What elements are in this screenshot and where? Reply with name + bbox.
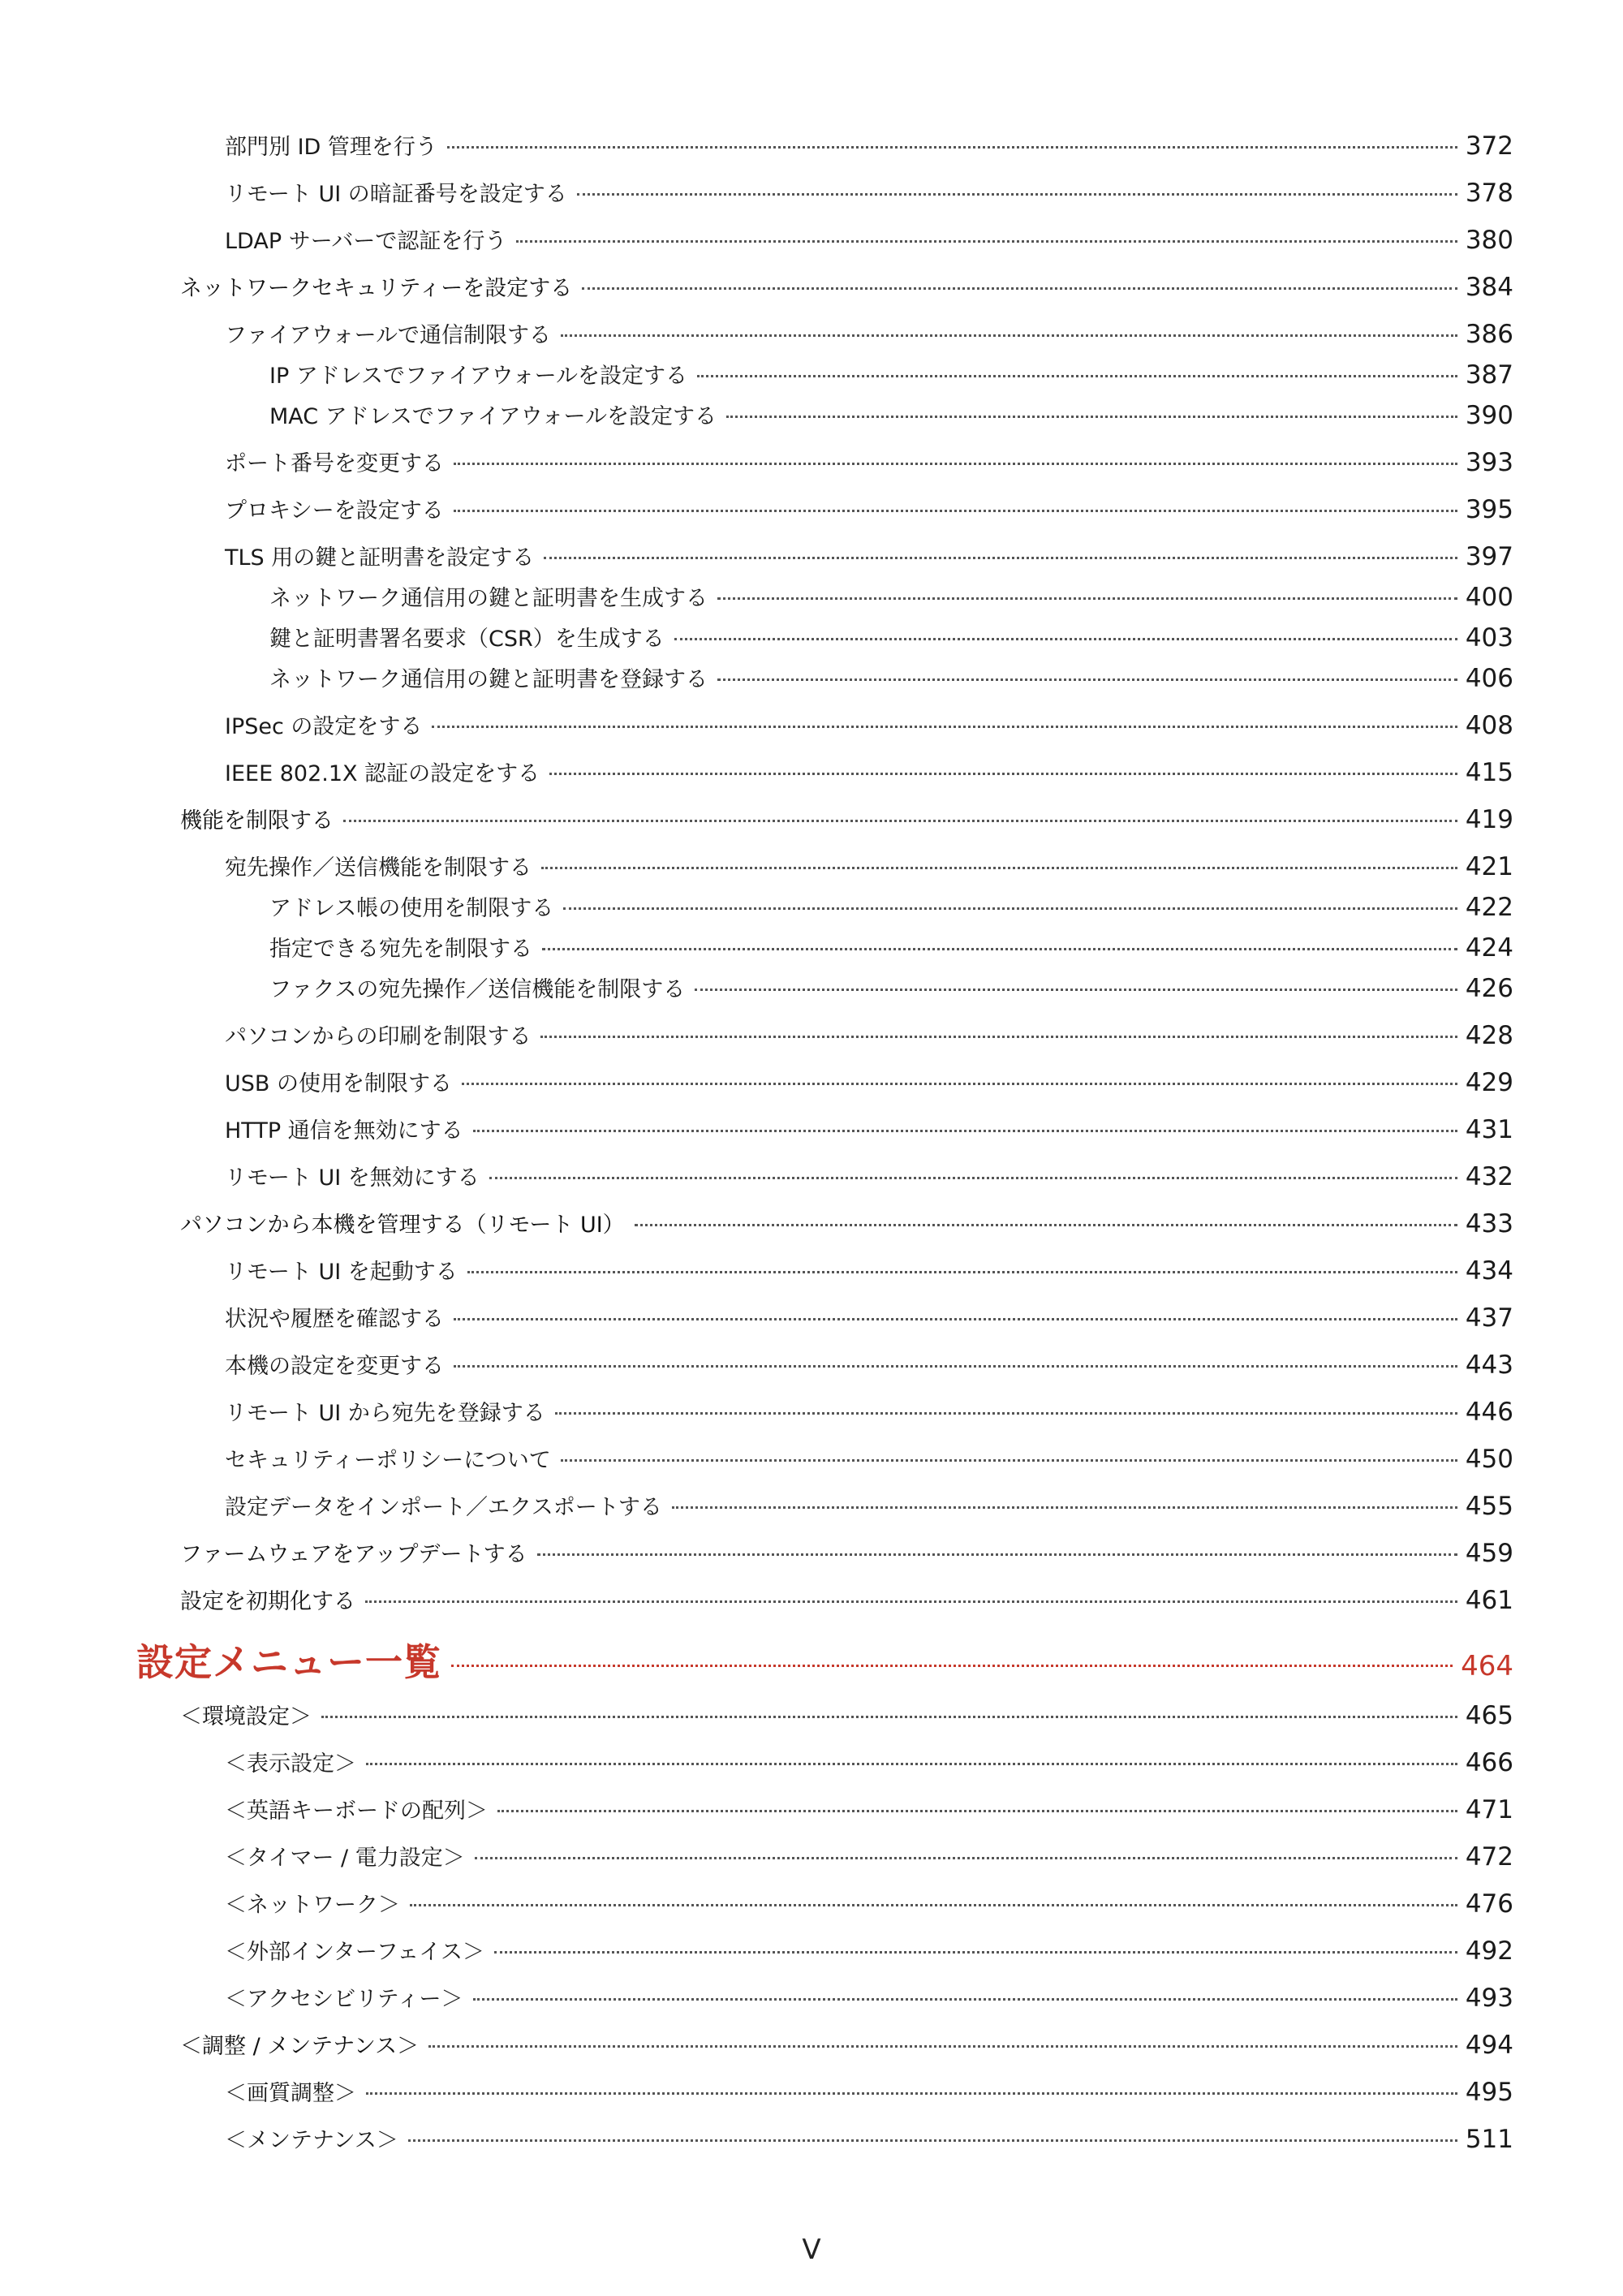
toc-entry[interactable]	[180, 271, 1513, 304]
dot-leader	[451, 1665, 1453, 1667]
toc-entry-page: 415	[1465, 758, 1513, 787]
toc-entry-page: 426	[1465, 974, 1513, 1003]
dot-leader	[408, 2139, 1457, 2142]
toc-entry-title: 設定データをインポート／エクスポートする	[225, 1495, 662, 1520]
toc-entry-page: 378	[1465, 179, 1513, 208]
toc-entry-title: LDAP サーバーで認証を行う	[225, 229, 507, 254]
toc-entry-title: 設定を初期化する	[180, 1589, 355, 1614]
toc-entry-page: 395	[1465, 495, 1513, 524]
toc-entry-title: MAC アドレスでファイアウォールを設定する	[269, 404, 717, 429]
dot-leader	[497, 1810, 1457, 1812]
toc-entry-page: 465	[1465, 1701, 1513, 1730]
toc-entry[interactable]	[269, 581, 1513, 614]
toc-entry-page: 433	[1465, 1209, 1513, 1238]
toc-entry[interactable]	[225, 1302, 1513, 1334]
toc-entry[interactable]	[225, 130, 1513, 162]
toc-entry[interactable]	[180, 803, 1513, 836]
toc-entry-title: パソコンからの印刷を制限する	[225, 1024, 532, 1049]
dot-leader	[467, 1271, 1457, 1273]
toc-entry[interactable]	[269, 662, 1513, 695]
toc-entry-title: ＜ネットワーク＞	[225, 1893, 400, 1918]
toc-entry-page: 421	[1465, 852, 1513, 881]
toc-entry[interactable]	[269, 359, 1513, 391]
toc-entry-title: ＜外部インターフェイス＞	[225, 1940, 484, 1965]
toc-entry-page: 495	[1465, 2078, 1513, 2107]
toc-entry-page: 406	[1465, 664, 1513, 693]
toc-entry[interactable]	[225, 1490, 1513, 1523]
toc-entry-page: 450	[1465, 1445, 1513, 1474]
toc-entry-page: 422	[1465, 893, 1513, 922]
dot-leader	[544, 557, 1457, 559]
toc-entry-page: 466	[1465, 1748, 1513, 1777]
toc-entry-title: リモート UI を無効にする	[225, 1165, 480, 1191]
toc-entry[interactable]	[225, 1114, 1513, 1146]
toc-entry[interactable]	[225, 224, 1513, 256]
dot-leader	[717, 597, 1457, 600]
toc-entry-title: ネットワークセキュリティーを設定する	[180, 276, 573, 301]
toc-entry-page: 461	[1465, 1586, 1513, 1615]
toc-entry-title: ＜アクセシビリティー＞	[225, 1987, 463, 2012]
toc-entry[interactable]	[269, 972, 1513, 1005]
toc-entry[interactable]	[225, 2076, 1513, 2109]
dot-leader	[582, 287, 1457, 290]
dot-leader	[697, 375, 1457, 377]
toc-entry-page: 437	[1465, 1303, 1513, 1333]
toc-chapter-entry[interactable]	[136, 1636, 1513, 1688]
toc-entry[interactable]	[225, 1019, 1513, 1052]
dot-leader	[454, 510, 1457, 512]
toc-entry[interactable]	[225, 1161, 1513, 1193]
toc-entry-page: 434	[1465, 1256, 1513, 1286]
toc-entry-title: IEEE 802.1X 認証の設定をする	[225, 761, 540, 786]
toc-entry-title: 鍵と証明書署名要求（CSR）を生成する	[269, 627, 665, 652]
toc-entry-title: ネットワーク通信用の鍵と証明書を登録する	[269, 667, 708, 692]
toc-entry-page: 471	[1465, 1795, 1513, 1824]
toc-entry[interactable]	[225, 1888, 1513, 1920]
toc-entry-page: 390	[1465, 401, 1513, 430]
toc-entry-page: 393	[1465, 448, 1513, 477]
dot-leader	[635, 1224, 1457, 1226]
toc-entry-title: ＜表示設定＞	[225, 1751, 356, 1777]
toc-entry[interactable]	[225, 541, 1513, 573]
toc-entry-title: ファイアウォールで通信制限する	[225, 323, 552, 348]
toc-entry-title: IP アドレスでファイアウォールを設定する	[269, 364, 688, 389]
toc-entry-title: ネットワーク通信用の鍵と証明書を生成する	[269, 586, 708, 611]
toc-entry[interactable]	[225, 1349, 1513, 1381]
toc-entry-page: 431	[1465, 1115, 1513, 1144]
toc-entry-title: アドレス帳の使用を制限する	[269, 896, 554, 921]
toc-entry-title: 宛先操作／送信機能を制限する	[225, 855, 532, 881]
toc-entry[interactable]	[225, 493, 1513, 526]
dot-leader	[542, 948, 1457, 950]
toc-entry-page: 384	[1465, 273, 1513, 302]
toc-entry[interactable]	[225, 1443, 1513, 1475]
toc-entry[interactable]	[225, 1794, 1513, 1826]
dot-leader	[365, 1600, 1457, 1603]
toc-entry-title: ＜メンテナンス＞	[225, 2128, 398, 2153]
toc-entry-page: 424	[1465, 933, 1513, 963]
dot-leader	[563, 907, 1457, 910]
toc-entry-page: 380	[1465, 226, 1513, 255]
dot-leader	[366, 1763, 1457, 1765]
dot-leader	[366, 2092, 1457, 2095]
dot-leader	[462, 1083, 1457, 1085]
toc-entry-title: ＜環境設定＞	[180, 1704, 312, 1730]
dot-leader	[473, 1130, 1457, 1132]
dot-leader	[428, 2045, 1457, 2048]
dot-leader	[454, 1365, 1457, 1368]
toc-entry[interactable]	[180, 1584, 1513, 1617]
toc-entry-page: 429	[1465, 1068, 1513, 1097]
toc-entry[interactable]	[225, 756, 1513, 789]
dot-leader	[475, 1857, 1457, 1859]
toc-entry-page: 408	[1465, 711, 1513, 740]
toc-entry[interactable]	[225, 1255, 1513, 1287]
toc-entry[interactable]	[225, 1396, 1513, 1428]
toc-entry-page: 428	[1465, 1021, 1513, 1050]
toc-entry[interactable]	[180, 1208, 1513, 1240]
toc-entry-page: 492	[1465, 1936, 1513, 1966]
dot-leader	[549, 773, 1457, 775]
toc-entry-title: IPSec の設定をする	[225, 714, 423, 739]
toc-entry-page: 455	[1465, 1492, 1513, 1521]
dot-leader	[726, 416, 1457, 418]
toc-entry-title: ＜調整 / メンテナンス＞	[180, 2034, 420, 2059]
toc-entry-page: 372	[1465, 131, 1513, 161]
toc-entry-page: 472	[1465, 1842, 1513, 1872]
toc-entry-title: パソコンから本機を管理する（リモート UI）	[180, 1213, 625, 1238]
toc-entry-title: 設定メニュー一覧	[136, 1640, 441, 1684]
dot-leader	[343, 820, 1457, 822]
dot-leader	[674, 638, 1457, 640]
dot-leader	[489, 1177, 1457, 1179]
toc-entry[interactable]	[269, 399, 1513, 432]
toc-entry-title: 機能を制限する	[180, 808, 334, 834]
toc-entry[interactable]	[180, 1537, 1513, 1570]
toc-entry-page: 387	[1465, 360, 1513, 390]
toc-entry[interactable]	[269, 622, 1513, 654]
toc-entry-page: 400	[1465, 583, 1513, 612]
toc-entry[interactable]	[225, 1747, 1513, 1779]
toc-entry[interactable]	[269, 932, 1513, 964]
toc-entry[interactable]	[269, 891, 1513, 924]
toc-entry-title: 本機の設定を変更する	[225, 1354, 444, 1379]
dot-leader	[577, 193, 1457, 196]
toc-entry-title: ＜画質調整＞	[225, 2081, 356, 2106]
toc-entry[interactable]	[180, 2029, 1513, 2061]
toc-entry[interactable]	[225, 709, 1513, 742]
toc-entry-title: ファクスの宛先操作／送信機能を制限する	[269, 977, 686, 1002]
dot-leader	[432, 726, 1457, 728]
toc-entry-title: ＜タイマー / 電力設定＞	[225, 1846, 465, 1871]
toc-entry-title: セキュリティーポリシーについて	[225, 1448, 551, 1473]
toc-entry-page: 511	[1465, 2125, 1513, 2154]
dot-leader	[540, 1036, 1457, 1038]
toc-entry-page: 419	[1465, 805, 1513, 834]
dot-leader	[672, 1506, 1457, 1509]
dot-leader	[695, 989, 1457, 991]
dot-leader	[541, 867, 1457, 869]
dot-leader	[516, 240, 1457, 243]
toc-entry[interactable]	[225, 318, 1513, 351]
toc-entry-page: 403	[1465, 623, 1513, 653]
toc-entry-page: 446	[1465, 1398, 1513, 1427]
toc-entry[interactable]	[225, 1066, 1513, 1099]
dot-leader	[410, 1904, 1457, 1906]
toc-entry-page: 443	[1465, 1350, 1513, 1380]
toc-entry-title: リモート UI の暗証番号を設定する	[225, 182, 567, 207]
toc-entry[interactable]	[225, 1935, 1513, 1967]
toc-entry-page: 432	[1465, 1162, 1513, 1191]
toc-entry-page: 464	[1461, 1650, 1513, 1682]
dot-leader	[321, 1716, 1457, 1718]
dot-leader	[454, 463, 1457, 465]
toc-entry-title: 状況や履歴を確認する	[225, 1307, 444, 1332]
toc-entry[interactable]	[225, 1841, 1513, 1873]
toc-entry-page: 476	[1465, 1889, 1513, 1919]
toc-entry-title: ポート番号を変更する	[225, 451, 444, 476]
toc-entry-page: 386	[1465, 320, 1513, 349]
toc-entry[interactable]	[225, 851, 1513, 883]
toc-entry[interactable]	[225, 177, 1513, 209]
dot-leader	[494, 1951, 1457, 1954]
toc-entry-title: 部門別 ID 管理を行う	[225, 135, 437, 160]
toc-entry[interactable]	[225, 446, 1513, 479]
toc-entry-page: 459	[1465, 1539, 1513, 1568]
dot-leader	[447, 146, 1457, 149]
toc-entry-page: 493	[1465, 1984, 1513, 2013]
toc-entry-title: リモート UI を起動する	[225, 1260, 458, 1285]
toc-entry-title: プロキシーを設定する	[225, 498, 444, 523]
dot-leader	[561, 334, 1457, 337]
toc-entry-title: USB の使用を制限する	[225, 1071, 453, 1096]
toc-entry-title: ＜英語キーボードの配列＞	[225, 1798, 488, 1824]
dot-leader	[717, 678, 1457, 681]
toc-entry[interactable]	[225, 1982, 1513, 2014]
toc-entry-title: HTTP 通信を無効にする	[225, 1118, 463, 1144]
toc-entry-title: 指定できる宛先を制限する	[269, 937, 532, 962]
toc-entry-title: TLS 用の鍵と証明書を設定する	[225, 545, 535, 571]
toc-entry-title: リモート UI から宛先を登録する	[225, 1401, 545, 1426]
toc-entry-title: ファームウェアをアップデートする	[180, 1542, 527, 1567]
dot-leader	[473, 1998, 1457, 2001]
dot-leader	[561, 1459, 1457, 1462]
dot-leader	[537, 1553, 1457, 1556]
toc-entry[interactable]	[180, 1699, 1513, 1732]
dot-leader	[454, 1318, 1457, 1320]
dot-leader	[555, 1412, 1457, 1415]
toc-entry-page: 397	[1465, 542, 1513, 571]
toc-entry-page: 494	[1465, 2031, 1513, 2060]
page-number: V	[802, 2234, 821, 2266]
toc-entry[interactable]	[225, 2123, 1513, 2156]
